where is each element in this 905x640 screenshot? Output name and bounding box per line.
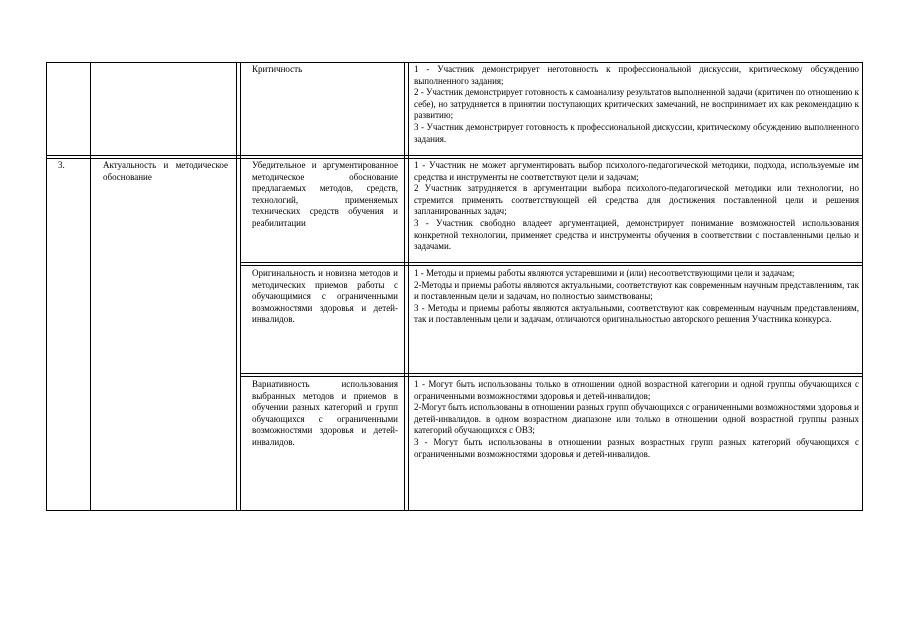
criterion-name: Актуальность и методическое обоснование	[103, 160, 228, 182]
table-border-left	[46, 62, 47, 511]
table-border-bottom	[46, 510, 863, 511]
row-number: 3.	[58, 160, 65, 170]
indicator-levels	[414, 379, 859, 460]
indicator-levels	[414, 268, 859, 326]
column-divider	[404, 62, 405, 511]
level-1: 1 - Могут быть использованы только в отношении одной возрастной категории и одной группы обучающихся с ограниченными возможностями здоровья и детей-инвалидов;	[414, 379, 859, 401]
level-3: 3 - Могут быть использованы в отношении разных возрастных групп разных категорий обучающихся с ограниченными возможностями здоровья и детей-инвалидов.	[414, 436, 859, 459]
indicator-divider	[240, 265, 863, 266]
column-divider	[90, 62, 91, 511]
level-3: 3 - Методы и приемы работы являются актуальными, соответствуют как современным научным представлениям, так и поставленным цели и задачам, отличаются оригинальностью авторского решения Участника конкурса.	[414, 302, 859, 325]
indicator-name: Оригинальность и новизна методов и методических приемов работы с обучающимися с ограниченными возможностями здоровья и детей-инвалидов.	[252, 268, 398, 325]
indicator-name: Критичность	[252, 64, 303, 74]
indicator-name: Вариативность использования выбранных методов и приемов в обучении разных категорий и групп обучающихся с ограниченными возможностями здоровья и детей-инвалидов.	[252, 379, 398, 447]
indicator-divider	[240, 376, 863, 377]
table-border-right	[862, 62, 863, 511]
level-3: 3 - Участник свободно владеет аргументацией, демонстрирует понимание возможностей использования конкретной технологии, применяет средства и инструменты обучения в соответствии с поставленными целью и задачами.	[414, 217, 859, 252]
level-3: 3 - Участник демонстрирует готовность к профессиональной дискуссии, критическому обсуждению выполненного задания.	[414, 121, 859, 144]
row-divider	[46, 158, 863, 159]
row-divider	[46, 155, 863, 156]
level-1: 1 - Участник демонстрирует неготовность к профессиональной дискуссии, критическому обсуждению выполненного задания;	[414, 64, 859, 86]
table-border-top	[46, 62, 863, 63]
level-2: 2-Методы и приемы работы являются актуальными, соответствуют как современным научным представлениям, так и поставленным цели и задачам, но полностью заимствованы;	[414, 279, 859, 302]
level-2: 2 Участник затрудняется в аргументации выбора психолого-педагогической методики или технологии, но стремится применять соответствующей ей средства для достижения поставленной цели и решения запланированных задач;	[414, 183, 859, 217]
level-1: 1 - Методы и приемы работы являются устаревшими и (или) несоответствующими цели и задачам;	[414, 268, 795, 278]
indicator-levels	[414, 160, 859, 253]
indicator-divider	[240, 262, 863, 263]
column-divider	[236, 62, 237, 511]
indicator-divider	[240, 373, 863, 374]
level-1: 1 - Участник не может аргументировать выбор психолого-педагогической методики, подхода, используемые им средства и инструменты не соответствуют цели и задачам;	[414, 160, 859, 182]
indicator-levels	[414, 64, 859, 145]
level-2: 2-Могут быть использованы в отношении разных групп обучающихся с ограниченными возможностями здоровья и детей-инвалидов. в одном возрастном диапазоне или только в отношении одной возрастной группы разных категорий обучающихся с ОВЗ;	[414, 402, 859, 436]
column-divider	[240, 62, 241, 511]
column-divider	[408, 62, 409, 511]
level-2: 2 - Участник демонстрирует готовность к самоанализу результатов выполненной задачи (критичен по отношению к себе), но затрудняется в принятии поступающих критических замечаний, не воспринимает их как рекомендацию к развитию;	[414, 87, 859, 121]
indicator-name: Убедительное и аргументированное методическое обоснование предлагаемых методов, средств, технологий, применяемых технических средств обучения и реабилитации	[252, 160, 398, 228]
